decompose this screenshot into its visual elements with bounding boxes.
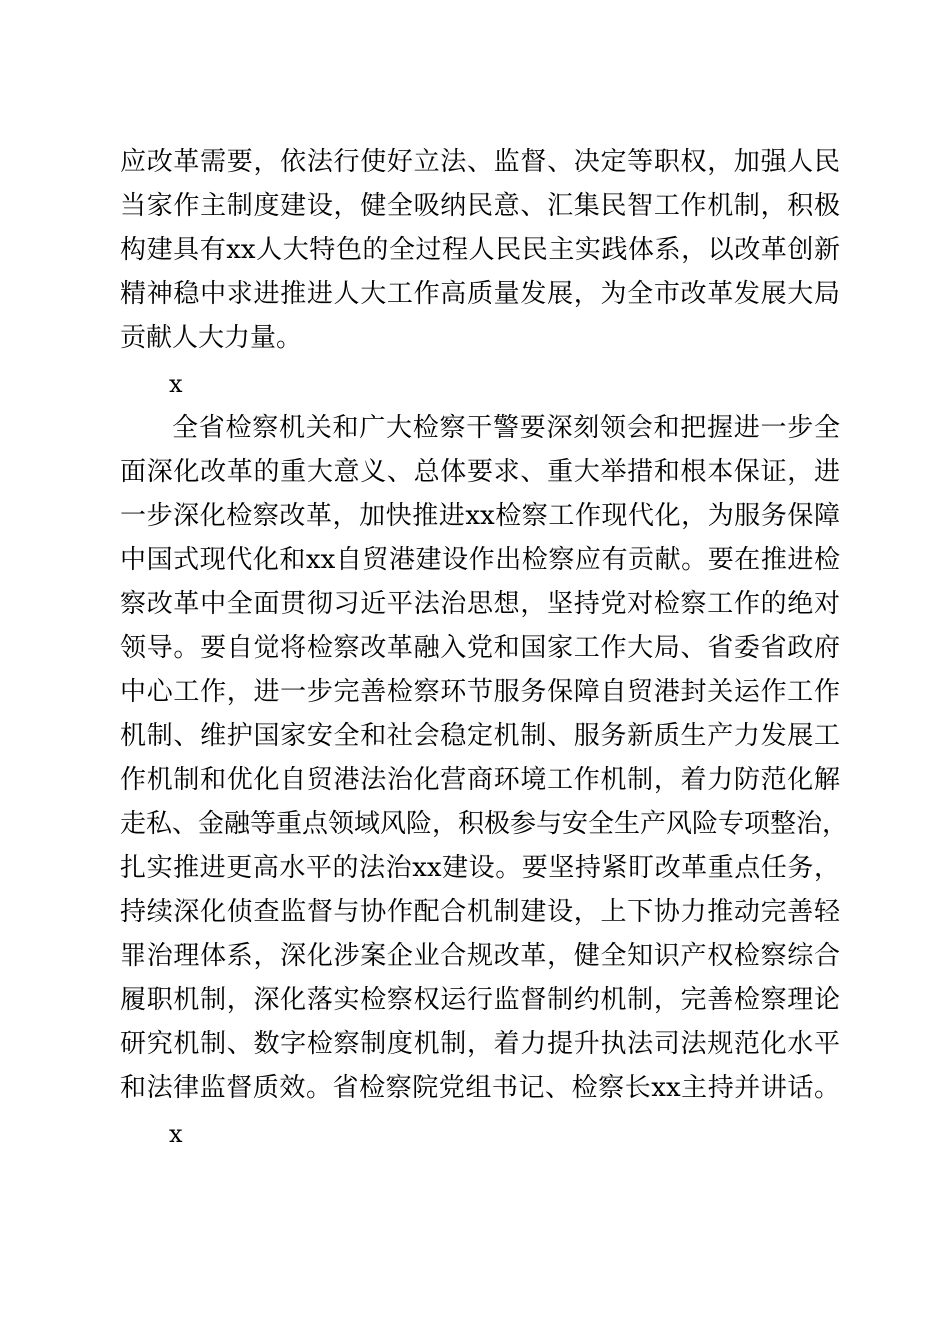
- paragraph-line: 机制、维护国家安全和社会稳定机制、服务新质生产力发展工: [120, 721, 840, 751]
- paragraph-line: 走私、金融等重点领域风险，积极参与安全生产风险专项整治，: [120, 809, 849, 839]
- paragraph-line: 全省检察机关和广大检察干警要深刻领会和把握进一步全: [172, 413, 840, 443]
- paragraph-line: 贡献人大力量。: [120, 323, 303, 353]
- paragraph-line: 研究机制、数字检察制度机制，着力提升执法司法规范化水平: [120, 1029, 840, 1059]
- paragraph-line: 中心工作，进一步完善检察环节服务保障自贸港封关运作工作: [120, 677, 840, 707]
- paragraph-line: 应改革需要，依法行使好立法、监督、决定等职权，加强人民: [120, 147, 840, 177]
- paragraph-line: 持续深化侦查监督与协作配合机制建设，上下协力推动完善轻: [120, 897, 840, 927]
- paragraph-line: 履职机制，深化落实检察权运行监督制约机制，完善检察理论: [120, 985, 840, 1015]
- section-marker: x: [169, 370, 183, 398]
- paragraph-line: 察改革中全面贯彻习近平法治思想，坚持党对检察工作的绝对: [120, 589, 840, 619]
- paragraph-line: 当家作主制度建设，健全吸纳民意、汇集民智工作机制，积极: [120, 191, 840, 221]
- paragraph-line: 和法律监督质效。省检察院党组书记、检察长xx主持并讲话。: [120, 1073, 840, 1103]
- paragraph-line: 构建具有xx人大特色的全过程人民民主实践体系，以改革创新: [120, 235, 840, 265]
- paragraph-line: 中国式现代化和xx自贸港建设作出检察应有贡献。要在推进检: [120, 545, 840, 575]
- paragraph-line: 作机制和优化自贸港法治化营商环境工作机制，着力防范化解: [120, 765, 840, 795]
- paragraph-line: 精神稳中求进推进人大工作高质量发展，为全市改革发展大局: [120, 279, 840, 309]
- paragraph-line: 罪治理体系，深化涉案企业合规改革，健全知识产权检察综合: [120, 941, 840, 971]
- section-marker: x: [169, 1120, 183, 1148]
- paragraph-line: 面深化改革的重大意义、总体要求、重大举措和根本保证，进: [120, 457, 840, 487]
- paragraph-line: 扎实推进更高水平的法治xx建设。要坚持紧盯改革重点任务，: [120, 853, 840, 883]
- paragraph-line: 一步深化检察改革，加快推进xx检察工作现代化，为服务保障: [120, 501, 840, 531]
- paragraph-line: 领导。要自觉将检察改革融入党和国家工作大局、省委省政府: [120, 633, 840, 663]
